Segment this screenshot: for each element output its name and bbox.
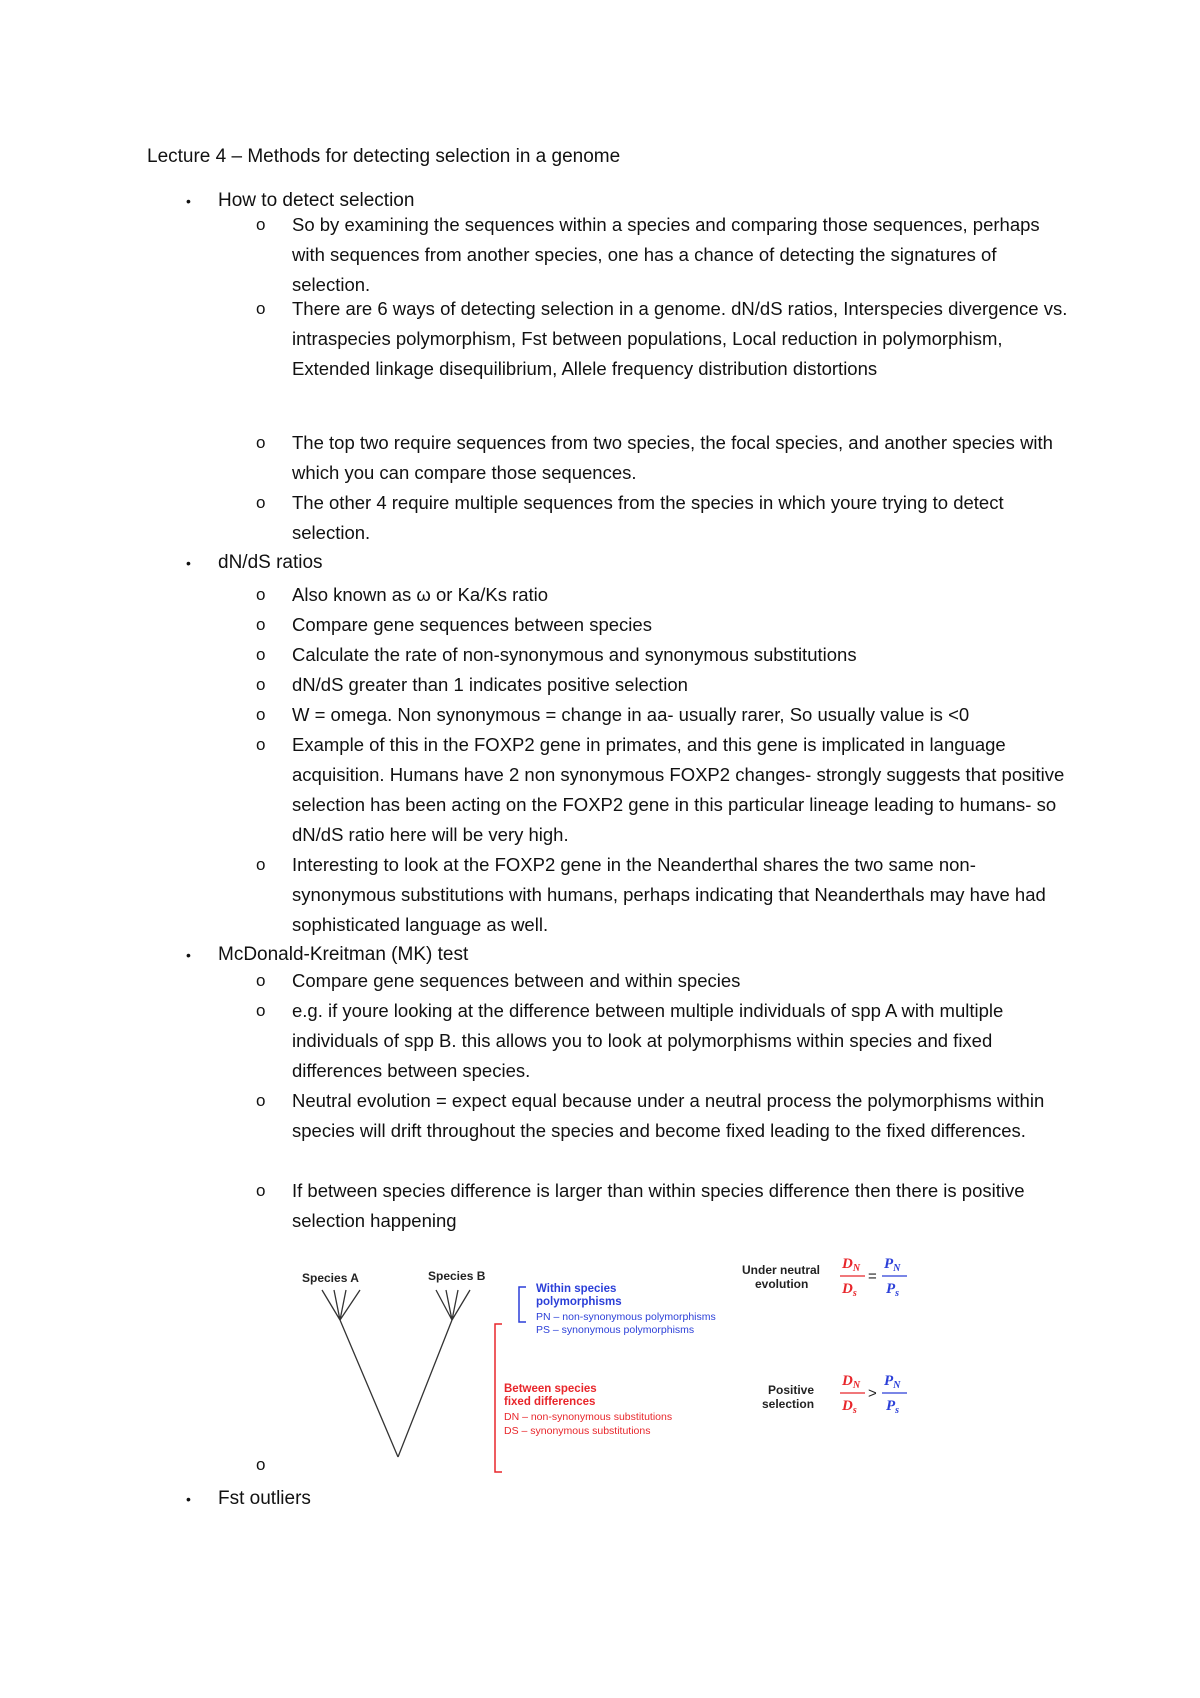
ds-definition: DS – synonymous substitutions	[504, 1425, 651, 1437]
ds-subscript: s	[852, 1288, 857, 1299]
section-heading-how-to-detect: How to detect selection	[218, 190, 415, 211]
list-item: Compare gene sequences between and within species	[292, 970, 741, 991]
pn-symbol: P	[884, 1256, 894, 1272]
species-b-tips	[436, 1290, 470, 1320]
neutral-label-line1: Under neutral	[742, 1263, 821, 1277]
svg-text:Ps	[886, 1281, 899, 1299]
sub-bullet: o	[256, 855, 266, 874]
phylogeny-tree	[322, 1290, 470, 1457]
dn-symbol: D	[842, 1256, 853, 1272]
sub-bullet: o	[256, 1455, 266, 1474]
svg-text:PN	[884, 1256, 901, 1274]
pn-subscript: N	[893, 1380, 901, 1391]
sub-bullet: o	[256, 1001, 266, 1020]
pn-definition: PN – non-synonymous polymorphisms	[536, 1311, 716, 1323]
sub-bullet: o	[256, 433, 266, 452]
positive-label-line2: selection	[762, 1397, 815, 1411]
pn-symbol: P	[884, 1373, 894, 1389]
list-item: There are 6 ways of detecting selection in a genome. dN/dS ratios, Interspecies divergence vs. intraspecies polymorphism, Fst between populations, Local reduction in polymorphism, Extended linkage disequilibrium, Allele frequency distribution distortions	[292, 298, 1068, 379]
list-item: W = omega. Non synonymous = change in aa- usually rarer, So usually value is <0	[292, 704, 970, 725]
sub-bullet: o	[256, 675, 266, 694]
tree-branch-left	[340, 1320, 398, 1457]
between-species-title: Between species	[504, 1383, 597, 1395]
list-item: The other 4 require multiple sequences from the species in which youre trying to detect selection.	[292, 492, 1004, 543]
ps-subscript: s	[895, 1288, 900, 1299]
dn-subscript: N	[852, 1263, 861, 1274]
dn-definition: DN – non-synonymous substitutions	[504, 1411, 673, 1423]
list-item: So by examining the sequences within a species and comparing those sequences, perhaps with sequences from another species, one has a chance of detecting the signatures of selection.	[292, 214, 1040, 295]
list-item: The top two require sequences from two species, the focal species, and another species with which you can compare those sequences.	[292, 432, 1053, 483]
list-item: Also known as ω or Ka/Ks ratio	[292, 584, 549, 605]
ps-symbol: P	[886, 1281, 896, 1297]
list-item: Example of this in the FOXP2 gene in primates, and this gene is implicated in language acquisition. Humans have 2 non synonymous FOXP2 changes- strongly suggests that positive selection has been acting on the FOXP2 gene in this particular lineage leading to humans- so dN/dS ratio here will be very high.	[292, 734, 1065, 845]
list-item: Compare gene sequences between species	[292, 614, 652, 635]
sub-bullet: o	[256, 645, 266, 664]
section-heading-dnds: dN/dS ratios	[218, 552, 323, 573]
sub-bullet: o	[256, 1181, 266, 1200]
greater-than-sign: >	[868, 1385, 877, 1402]
ds-subscript: s	[852, 1405, 857, 1416]
sub-bullet: o	[256, 705, 266, 724]
list-item: Interesting to look at the FOXP2 gene in the Neanderthal shares the two same non-synonymous substitutions with humans, perhaps indicating that Neanderthals may have had sophisticated language as well.	[292, 854, 1046, 935]
bullet: •	[186, 193, 191, 209]
sub-bullet: o	[256, 299, 266, 318]
mk-diagram-svg	[290, 1252, 930, 1477]
sub-bullet: o	[256, 493, 266, 512]
ds-symbol: D	[842, 1398, 853, 1414]
sub-bullet: o	[256, 1091, 266, 1110]
svg-text:DN	[841, 1373, 861, 1391]
positive-label-line1: Positive	[768, 1383, 815, 1397]
list-item: e.g. if youre looking at the difference between multiple individuals of spp A with multiple individuals of spp B. this allows you to look at polymorphisms within species and fixed differences between species.	[292, 1000, 1004, 1081]
pn-subscript: N	[893, 1263, 901, 1274]
equals-sign: =	[868, 1268, 877, 1285]
bullet: •	[186, 1491, 191, 1507]
svg-text:Ps	[886, 1398, 899, 1416]
list-item: Calculate the rate of non-synonymous and synonymous substitutions	[292, 644, 857, 665]
list-item: Neutral evolution = expect equal because under a neutral process the polymorphisms within species will drift throughout the species and become fixed leading to the fixed differences.	[292, 1090, 1045, 1141]
ds-symbol: D	[842, 1281, 853, 1297]
ps-definition: PS – synonymous polymorphisms	[536, 1324, 695, 1336]
between-species-bracket	[495, 1324, 502, 1472]
ps-symbol: P	[886, 1398, 896, 1414]
neutral-formula	[840, 1256, 907, 1299]
bullet: •	[186, 555, 191, 571]
neutral-label-line2: evolution	[755, 1277, 809, 1291]
species-a-tips	[322, 1290, 360, 1320]
svg-text:PN	[884, 1373, 901, 1391]
within-species-subtitle: polymorphisms	[536, 1296, 622, 1308]
species-a-label: Species A	[302, 1271, 359, 1285]
sub-bullet: o	[256, 615, 266, 634]
dn-symbol: D	[842, 1373, 853, 1389]
list-item: If between species difference is larger than within species difference then there is positive selection happening	[292, 1180, 1025, 1231]
svg-text:Ds	[841, 1281, 857, 1299]
ps-subscript: s	[895, 1405, 900, 1416]
page-title: Lecture 4 – Methods for detecting selection in a genome	[147, 146, 621, 167]
between-species-subtitle: fixed differences	[504, 1396, 596, 1408]
svg-text:Ds	[841, 1398, 857, 1416]
dn-subscript: N	[852, 1380, 861, 1391]
sub-bullet: o	[256, 215, 266, 234]
within-species-bracket	[519, 1287, 526, 1322]
sub-bullet: o	[256, 971, 266, 990]
positive-selection-formula	[840, 1373, 907, 1416]
section-heading-mk-test: McDonald-Kreitman (MK) test	[218, 944, 469, 965]
mk-test-diagram	[290, 1252, 930, 1477]
section-heading-fst-outliers: Fst outliers	[218, 1488, 311, 1509]
svg-text:DN	[841, 1256, 861, 1274]
species-b-label: Species B	[428, 1269, 486, 1283]
within-species-title: Within species	[536, 1283, 617, 1295]
sub-bullet: o	[256, 735, 266, 754]
list-item: dN/dS greater than 1 indicates positive selection	[292, 674, 688, 695]
tree-branch-right	[398, 1320, 452, 1457]
bullet: •	[186, 947, 191, 963]
sub-bullet: o	[256, 585, 266, 604]
